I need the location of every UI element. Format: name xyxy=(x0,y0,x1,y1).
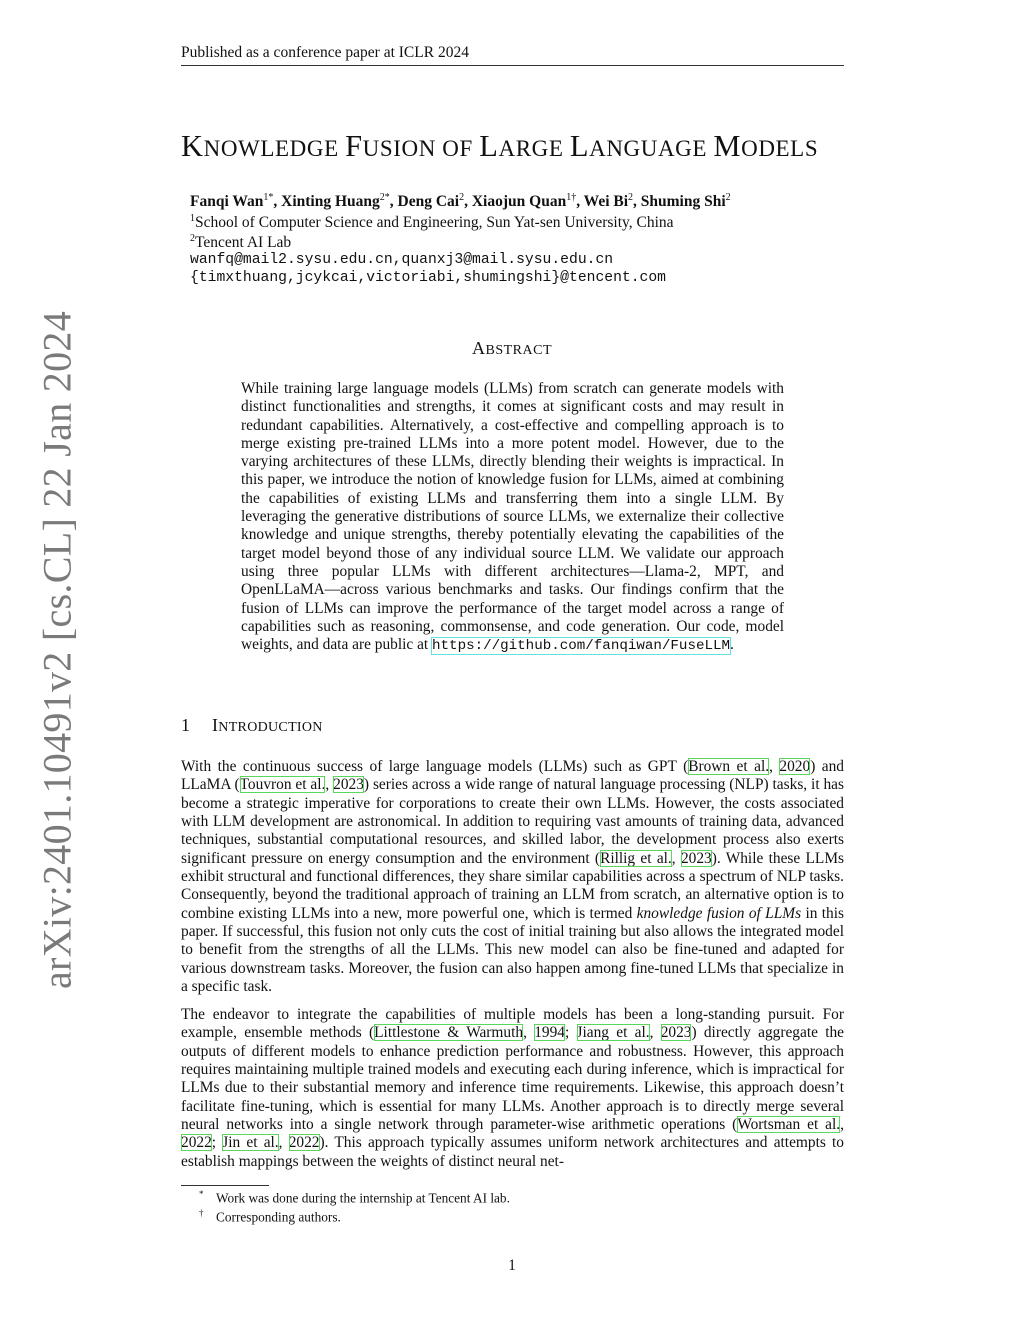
abstract-heading-rest: BSTRACT xyxy=(485,343,552,358)
author-separator: , xyxy=(389,193,398,211)
citation-link[interactable]: Jin et al. xyxy=(222,1134,279,1152)
introduction-paragraph-1 xyxy=(181,758,844,996)
text-run: , xyxy=(769,758,780,775)
text-run: ) and LLaMA ( xyxy=(181,758,844,794)
author-separator: , xyxy=(633,193,641,211)
citation-link[interactable]: Wortsman et al. xyxy=(737,1116,841,1134)
author-separator: , xyxy=(576,193,584,211)
affiliation-text: Tencent AI Lab xyxy=(195,234,292,252)
author-mark: 2* xyxy=(379,192,390,203)
text-run: in this paper. If successful, this fusion not only cuts the cost of initial training but also allows the integrated model to benefit from the strengths of all the LLMs. This new model can also be fine-tuned and adapted for various downstream tasks. Moreover, the fusion can also happen among fine-tuned LLMs that specialize in a specific task. xyxy=(181,904,845,996)
title-word-1-rest: NOWLEDGE xyxy=(203,136,346,161)
text-run: ). While these LLMs exhibit structural and functional differences, they share similar capabilities across a spectrum of NLP tasks. Consequently, beyond the traditional approach of training an LLM from scratch, an alternative option is to combine existing LLMs into a new, more powerful one, which is termed xyxy=(181,849,845,922)
email-line-1: wanfq@mail2.sysu.edu.cn,quanxj3@mail.sysu.edu.cn xyxy=(190,252,614,268)
affiliation-2 xyxy=(190,233,291,252)
footnote-2 xyxy=(199,1208,341,1225)
title-word-2-cap: F xyxy=(345,129,363,163)
author-mark: 2 xyxy=(725,192,731,203)
text-run: ; xyxy=(564,1024,577,1042)
author-name: Shuming Shi xyxy=(640,193,726,211)
text-run: ; xyxy=(211,1134,223,1152)
citation-year-link[interactable]: 2022 xyxy=(181,1134,212,1152)
text-run: , xyxy=(325,776,334,794)
footnote-text: Work was done during the internship at Tencent AI lab. xyxy=(216,1190,510,1206)
citation-year-link[interactable]: 2022 xyxy=(288,1134,320,1152)
abstract-heading-cap: A xyxy=(471,338,486,358)
citation-link[interactable]: Littlestone & Warmuth xyxy=(374,1024,524,1042)
code-repository-link[interactable]: https://github.com/fanqiwan/FuseLLM xyxy=(432,638,731,655)
author-name: Xiaojun Quan xyxy=(471,193,567,211)
author-name: Fanqi Wan xyxy=(190,193,264,211)
affiliation-text: School of Computer Science and Engineering, Sun Yat-sen University, China xyxy=(195,214,674,232)
author-mark: 2 xyxy=(459,192,465,203)
footnote-text: Corresponding authors. xyxy=(216,1209,341,1225)
author-mark: 2 xyxy=(628,192,634,203)
author-name: Xinting Huang xyxy=(281,193,380,211)
abstract-end: . xyxy=(730,636,734,654)
author-separator: , xyxy=(464,193,472,211)
title-word-4-rest: ANGUAGE xyxy=(589,136,714,161)
author-name: Wei Bi xyxy=(583,193,629,211)
affiliation-1 xyxy=(190,213,674,232)
email-line-2: {timxthuang,jcykcai,victoriabi,shumingshi}@tencent.com xyxy=(190,270,666,286)
citation-year-link[interactable]: 2023 xyxy=(660,1024,692,1042)
paper-title xyxy=(181,129,844,164)
citation-year-link[interactable]: 2020 xyxy=(779,758,811,775)
title-word-1-cap: K xyxy=(181,129,204,163)
text-run: , xyxy=(649,1024,661,1042)
text-run: The endeavor to integrate the capabilities of multiple models has been a long-standing pursuit. For example, ensemble methods ( xyxy=(181,1006,844,1042)
text-run: ) directly aggregate the outputs of different models to enhance prediction performance and robustness. However, this approach requires maintaining multiple trained models and executing each during inference, which is impractical for LLMs due to their substantial memory and inference time requirements. Likewise, this approach doesn’t facilitate fine-tuning, which is essential for many LLMs. Another approach is to directly merge several neural networks into a single network through parameter-wise arithmetic operations ( xyxy=(181,1024,845,1134)
abstract-body xyxy=(241,380,784,655)
footnote-mark: † xyxy=(199,1208,204,1218)
header-rule xyxy=(181,65,844,66)
citation-link[interactable]: Jiang et al. xyxy=(576,1024,650,1042)
citation-year-link[interactable]: 1994 xyxy=(534,1024,565,1042)
footnote-mark: * xyxy=(199,1189,204,1199)
text-run: With the continuous success of large language models (LLMs) such as GPT ( xyxy=(181,758,689,775)
text-run: ) series across a wide range of natural language processing (NLP) tasks, it has become a strategic imperative for corporations to create their own LLMs. However, the costs associated with LLM development are astronomical. In addition to requiring vast amounts of training data, advanced techniques, substantial computational resources, and skilled labor, the development process also exerts significant pressure on energy consumption and the environment ( xyxy=(181,776,845,867)
abstract-heading xyxy=(0,338,1024,359)
footnote-1 xyxy=(199,1189,510,1206)
section-heading-introduction xyxy=(181,715,323,736)
section-number: 1 xyxy=(181,715,191,735)
citation-link[interactable]: Rillig et al. xyxy=(600,849,672,867)
citation-link[interactable]: Touvron et al. xyxy=(239,776,326,794)
title-word-3-rest: ARGE xyxy=(498,136,570,161)
text-run: ). This approach typically assumes uniform network architectures and attempts to establish mappings between the weights of distinct neural net- xyxy=(181,1134,845,1170)
title-word-2-rest: USION OF xyxy=(362,136,480,161)
text-run: , xyxy=(278,1134,289,1152)
author-name: Deng Cai xyxy=(397,193,460,211)
title-word-5-cap: M xyxy=(713,129,742,163)
abstract-text: While training large language models (LLMs) from scratch can generate models with distinct functionalities and strengths, it comes at significant costs and may result in redundant capabilities. Alternatively, a cost-effective and compelling approach is to merge existing pre-trained LLMs into a more potent model. However, due to the varying architectures of these LLMs, directly blending their weights is impractical. In this paper, we introduce the notion of knowledge fusion for LLMs, aimed at combining the capabilities of existing LLMs and transferring them into a single LLM. By leveraging the generative distributions of source LLMs, we externalize their collective knowledge and unique strengths, thereby potentially elevating the capabilities of the target model beyond those of any individual source LLM. We validate our approach using three popular LLMs with different architectures—Llama-2, MPT, and OpenLLaMA—across various benchmarks and tasks. Our findings confirm that the fusion of LLMs can improve the performance of the target model across a range of capabilities such as reasoning, commonsense, and code generation. Our code, model weights, and data are public at xyxy=(241,380,784,654)
citation-year-link[interactable]: 2023 xyxy=(333,776,364,794)
author-mark: 1† xyxy=(566,192,577,203)
citation-link[interactable]: Brown et al. xyxy=(688,758,770,775)
title-word-5-rest: ODELS xyxy=(741,136,819,161)
text-run: , xyxy=(840,1116,844,1134)
affiliation-mark: 1 xyxy=(190,213,195,224)
author-separator: , xyxy=(273,193,282,211)
page-number: 1 xyxy=(508,1257,516,1274)
arxiv-identifier-stamp: arXiv:2401.10491v2 [cs.CL] 22 Jan 2024 xyxy=(34,311,80,989)
text-run: , xyxy=(523,1024,535,1042)
section-heading-cap: I xyxy=(212,715,219,735)
citation-year-link[interactable]: 2023 xyxy=(680,849,712,867)
emphasized-term: knowledge fusion of LLMs xyxy=(636,904,802,922)
author-list xyxy=(190,192,731,211)
affiliation-mark: 2 xyxy=(190,233,195,244)
footnote-rule xyxy=(181,1185,269,1186)
introduction-paragraph-2 xyxy=(181,1006,844,1171)
running-header: Published as a conference paper at ICLR 2024 xyxy=(181,44,469,61)
author-mark: 1* xyxy=(263,192,274,203)
title-word-3-cap: L xyxy=(479,129,499,163)
title-word-4-cap: L xyxy=(569,129,590,163)
section-heading-rest: NTRODUCTION xyxy=(218,720,323,735)
text-run: , xyxy=(671,849,681,867)
